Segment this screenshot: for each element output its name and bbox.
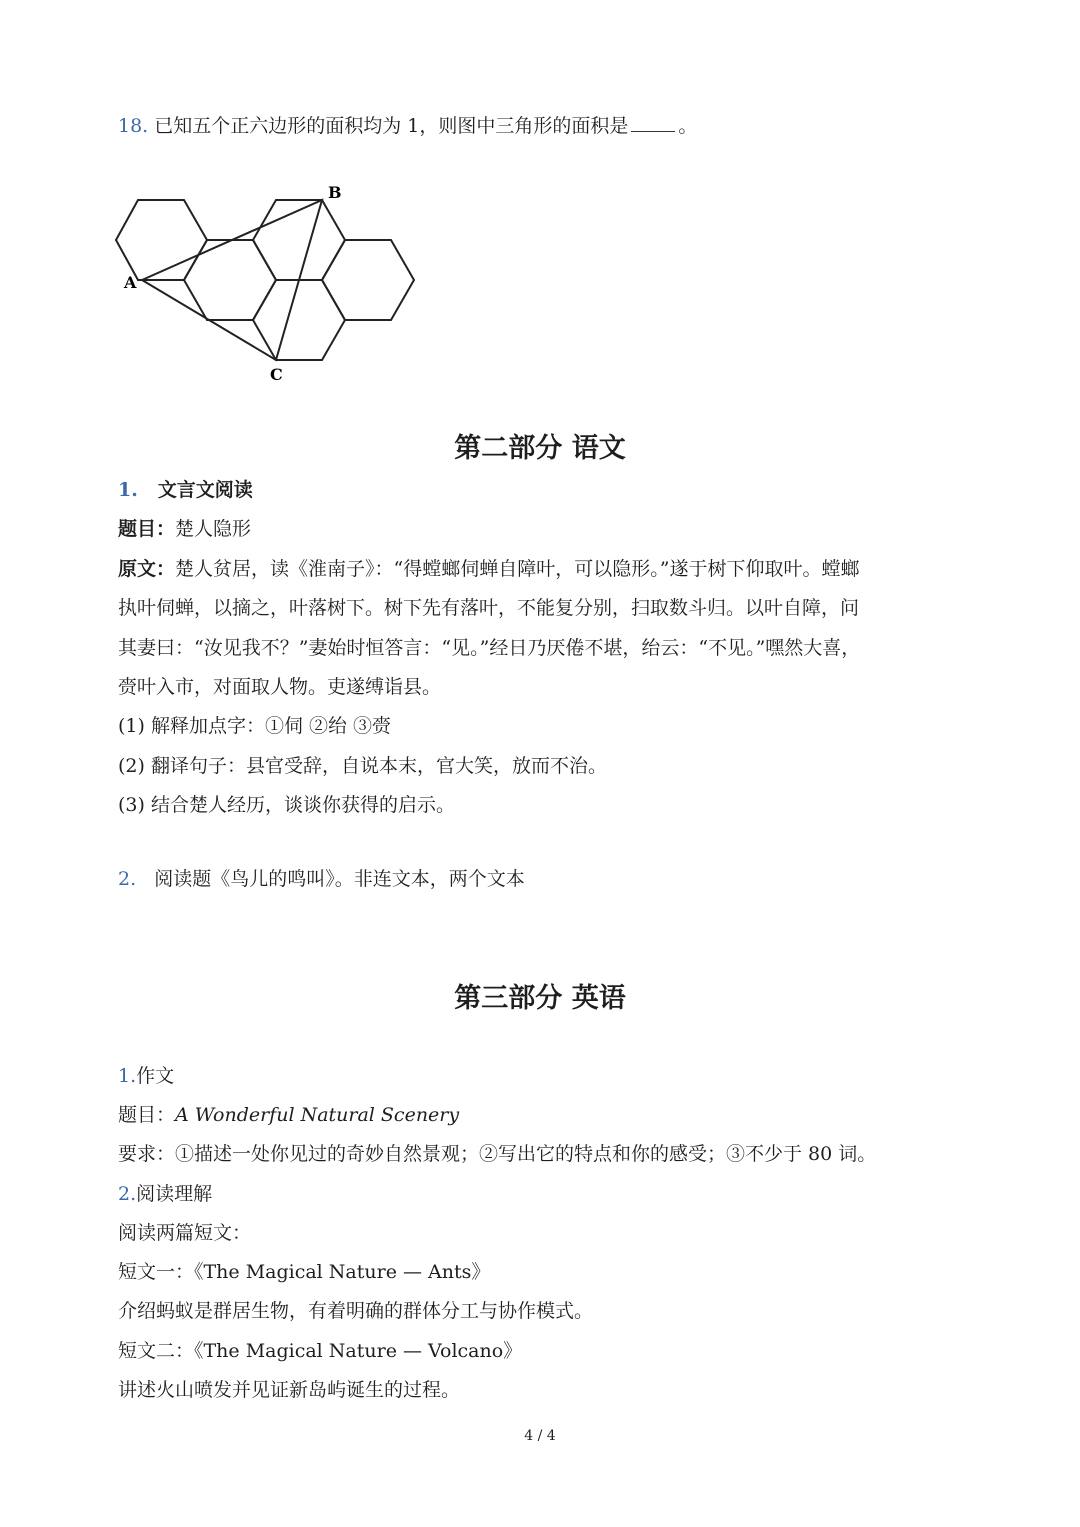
source-line-2: 执叶伺蝉，以摘之，叶落树下。树下先有落叶，不能复分别，扫取数斗归。以叶自障，问: [118, 597, 860, 619]
question-number: 1.: [118, 479, 138, 501]
question-number: 2.: [118, 868, 137, 890]
question-end: 。: [678, 115, 698, 137]
question-title: 阅读理解: [136, 1183, 213, 1205]
hexagon-5: [253, 280, 345, 360]
question-18: [118, 112, 697, 140]
text2-desc: 讲述火山喷发并见证新岛屿诞生的过程。: [118, 1379, 461, 1401]
subquestion-3: (3) 结合楚人经历，谈谈你获得的启示。: [118, 794, 455, 816]
source-line-4: 赍叶入市，对面取人物。吏遂缚诣县。: [118, 676, 442, 698]
source-line-1: [118, 555, 859, 583]
english-q1-heading: [118, 1062, 174, 1090]
page-number: 4 / 4: [524, 1428, 556, 1444]
question-text: 已知五个正六边形的面积均为 1，则图中三角形的面积是: [154, 115, 629, 137]
question-number: 18.: [118, 115, 149, 137]
english-topic: [118, 1101, 459, 1129]
subquestion-2: (2) 翻译句子：县官受辞，自说本末，官大笑，放而不治。: [118, 755, 607, 777]
topic-value: 楚人隐形: [175, 518, 252, 540]
text1-desc: 介绍蚂蚁是群居生物，有着明确的群体分工与协作模式。: [118, 1300, 594, 1322]
source-text: 楚人贫居，读《淮南子》：“得螳螂伺蝉自障叶，可以隐形。”遂于树下仰取叶。螳螂: [175, 558, 860, 580]
question-text: 阅读题《鸟儿的鸣叫》。非连文本，两个文本: [154, 868, 525, 890]
text1-title: 短文一：《The Magical Nature — Ants》: [118, 1261, 491, 1283]
label-b: B: [328, 183, 342, 202]
hexagon-2: [184, 240, 276, 320]
english-q2-heading: [118, 1180, 212, 1208]
source-line-3: 其妻曰：“汝见我不？”妻始时恒答言：“见。”经日乃厌倦不堪，绐云：“不见。”嘿然大喜，: [118, 637, 861, 659]
topic-label: 题目：: [118, 518, 176, 540]
question-number: 2.: [118, 1183, 137, 1205]
source-label: 原文：: [118, 558, 176, 580]
hexagon-figure: [100, 170, 440, 390]
label-a: A: [124, 273, 137, 292]
section-title-chinese: 第二部分 语文: [454, 433, 626, 464]
chinese-topic: [118, 515, 251, 543]
english-requirements: 要求：①描述一处你见过的奇妙自然景观；②写出它的特点和你的感受；③不少于 80 词。: [118, 1143, 877, 1165]
question-title: 作文: [136, 1065, 175, 1087]
hexagon-4: [322, 240, 414, 320]
question-title: 文言文阅读: [157, 479, 253, 501]
chinese-q2: [118, 865, 525, 893]
text2-title: 短文二：《The Magical Nature — Volcano》: [118, 1340, 523, 1362]
topic-value: A Wonderful Natural Scenery: [175, 1104, 460, 1126]
hexagon-1: [116, 200, 207, 280]
subquestion-1: (1) 解释加点字：①伺 ②绐 ③赍: [118, 715, 392, 737]
answer-blank: [631, 115, 675, 132]
reading-intro: 阅读两篇短文：: [118, 1222, 252, 1244]
topic-label: 题目：: [118, 1104, 176, 1126]
section-title-english: 第三部分 英语: [454, 983, 626, 1014]
question-number: 1.: [118, 1065, 137, 1087]
hexagon-3: [253, 200, 345, 280]
chinese-q1-heading: [118, 476, 253, 504]
label-c: C: [270, 365, 283, 384]
